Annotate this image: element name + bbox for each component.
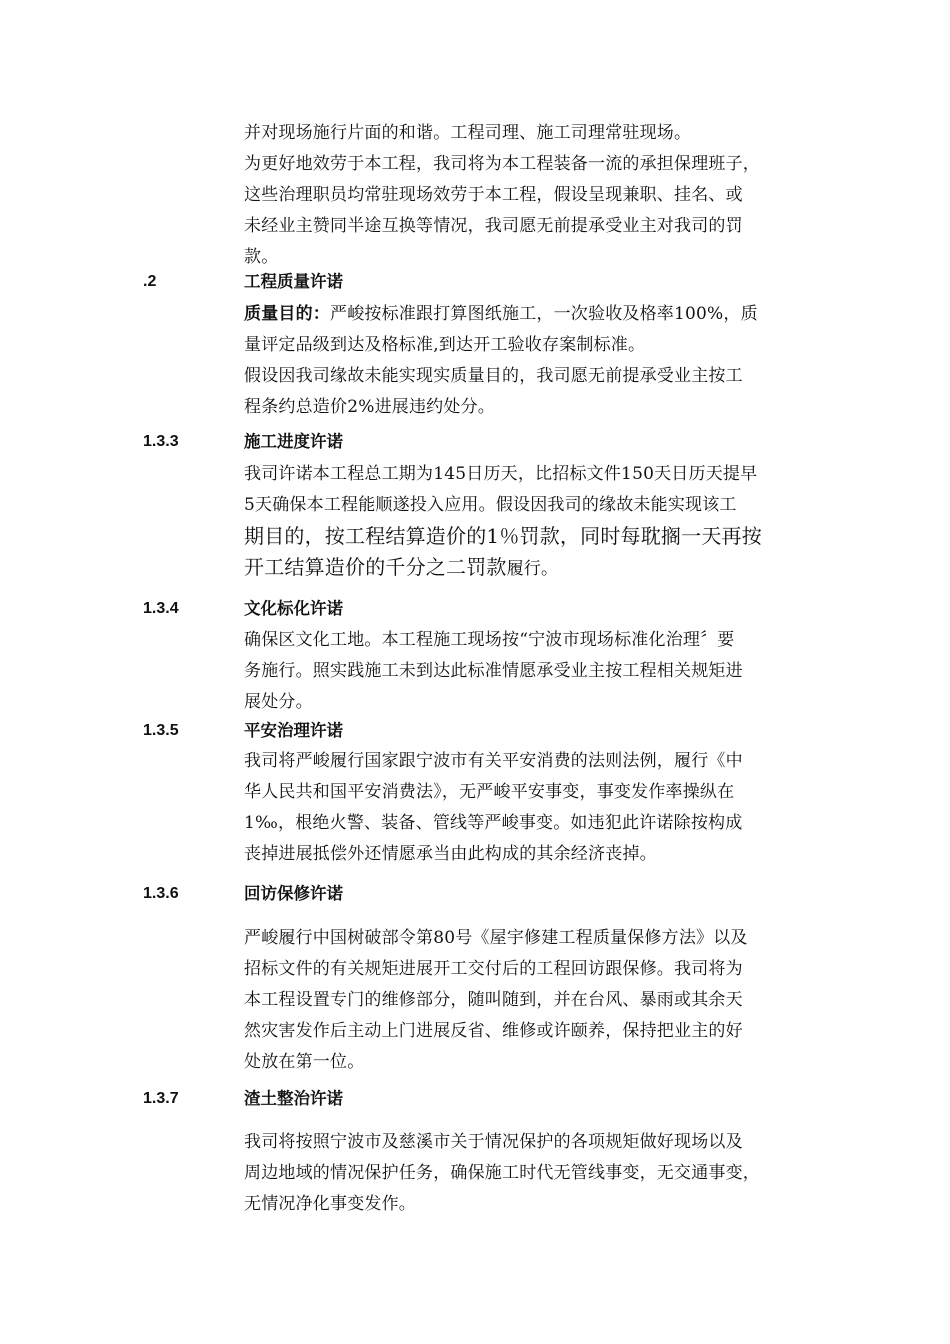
text-line: 款。 bbox=[244, 247, 279, 267]
section-number: 1.3.6 bbox=[143, 885, 179, 902]
text-line: 我司将按照宁波市及慈溪市关于情况保护的各项规矩做好现场以及 bbox=[244, 1132, 743, 1152]
text-fragment: 开工结算造价的千分之二罚款 bbox=[244, 555, 507, 579]
text-line: 5天确保本工程能顺遂投入应用。假设因我司的缘故未能实现该工 bbox=[244, 495, 737, 515]
text-fragment: 履行。 bbox=[506, 559, 559, 579]
section-heading: 工程质量许诺 bbox=[244, 272, 343, 291]
warranty-paragraph bbox=[244, 923, 810, 1078]
text-line bbox=[244, 552, 810, 585]
section-number: .2 bbox=[143, 273, 157, 290]
text-line: 期目的，按工程结算造价的1％罚款，同时每耽搁一天再按 bbox=[244, 524, 762, 548]
muck-paragraph bbox=[244, 1127, 810, 1220]
section-heading: 回访保修许诺 bbox=[244, 884, 343, 903]
text-line: 务施行。照实践施工未到达此标准情愿承受业主按工程相关规矩进 bbox=[244, 661, 743, 681]
text-line: 程条约总造价2%进展违约处分。 bbox=[244, 397, 495, 417]
text-line: 华人民共和国平安消费法》，无严峻平安事变，事变发作率操纵在 bbox=[244, 782, 735, 802]
schedule-paragraph bbox=[244, 459, 810, 585]
text-line: 并对现场施行片面的和谐。工程司理、施工司理常驻现场。 bbox=[244, 123, 692, 143]
text-line: 展处分。 bbox=[244, 692, 313, 712]
section-heading: 施工进度许诺 bbox=[244, 432, 343, 451]
safety-paragraph bbox=[244, 746, 810, 870]
text-line: 然灾害发作后主动上门进展反省、维修或许颐养，保持把业主的好 bbox=[244, 1021, 743, 1041]
text-line: 严峻履行中国树破部令第80号《屋宇修建工程质量保修方法》以及 bbox=[244, 928, 748, 948]
text-line: 我司将严峻履行国家跟宁波市有关平安消费的法则法例，履行《中 bbox=[244, 751, 743, 771]
text-line: 为更好地效劳于本工程，我司将为本工程装备一流的承担保理班子， bbox=[244, 154, 760, 174]
text-line: 我司许诺本工程总工期为145日历天，比招标文件150天日历天提早 bbox=[244, 464, 758, 484]
text-line: 未经业主赞同半途互换等情况，我司愿无前提承受业主对我司的罚 bbox=[244, 216, 743, 236]
text-line: 本工程设置专门的维修部分，随叫随到，并在台风、暴雨或其余天 bbox=[244, 990, 743, 1010]
text-line: 处放在第一位。 bbox=[244, 1052, 365, 1072]
text-line: 确保区文化工地。本工程施工现场按“宁波市现场标准化治理〞要 bbox=[244, 630, 735, 650]
text-line: 招标文件的有关规矩进展开工交付后的工程回访跟保修。我司将为 bbox=[244, 959, 743, 979]
quality-goal-label: 质量目的： bbox=[244, 304, 330, 324]
section-number: 1.3.4 bbox=[143, 600, 179, 617]
text-line: 周边地域的情况保护任务，确保施工时代无管线事变，无交通事变， bbox=[244, 1163, 760, 1183]
text-line: 1‰，根绝火警、装备、管线等严峻事变。如违犯此许诺除按构成 bbox=[244, 813, 743, 833]
intro-paragraph bbox=[244, 118, 810, 273]
text-line: 无情况净化事变发作。 bbox=[244, 1194, 416, 1214]
section-number: 1.3.5 bbox=[143, 722, 179, 739]
text-line: 假设因我司缘故未能实现实质量目的，我司愿无前提承受业主按工 bbox=[244, 366, 743, 386]
section-heading: 平安治理许诺 bbox=[244, 721, 343, 740]
section-number: 1.3.3 bbox=[143, 433, 179, 450]
text-line bbox=[244, 299, 810, 330]
text-fragment: 严峻按标准跟打算图纸施工，一次验收及格率100%，质 bbox=[330, 304, 758, 324]
text-line: 丧掉进展抵偿外还情愿承当由此构成的其余经济丧掉。 bbox=[244, 844, 657, 864]
culture-paragraph bbox=[244, 625, 810, 718]
section-number: 1.3.7 bbox=[143, 1090, 179, 1107]
quality-paragraph bbox=[244, 299, 810, 423]
text-line: 量评定品级到达及格标准,到达开工验收存案制标准。 bbox=[244, 335, 646, 355]
text-line: 这些治理职员均常驻现场效劳于本工程，假设呈现兼职、挂名、或 bbox=[244, 185, 743, 205]
section-heading: 渣土整治许诺 bbox=[244, 1089, 343, 1108]
section-heading: 文化标化许诺 bbox=[244, 599, 343, 618]
